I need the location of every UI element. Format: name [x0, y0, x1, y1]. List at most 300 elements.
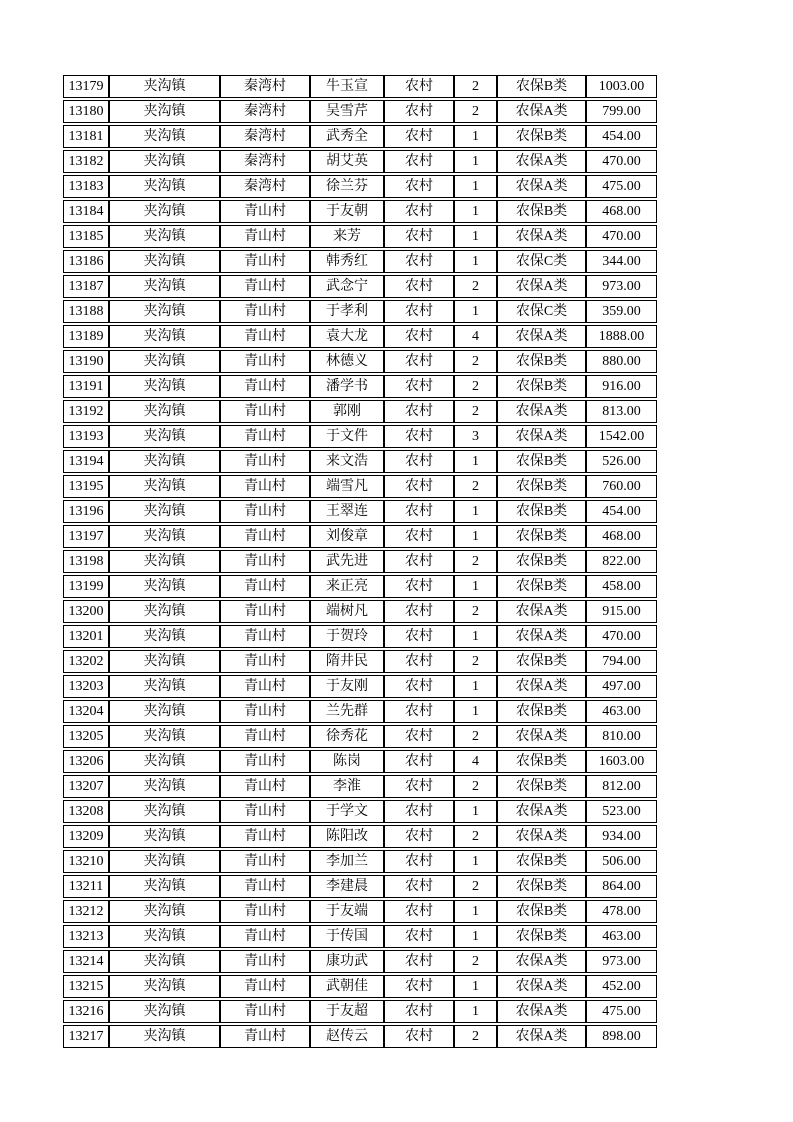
cell-village: 青山村: [220, 350, 310, 373]
cell-village: 青山村: [220, 450, 310, 473]
cell-town: 夹沟镇: [109, 775, 220, 798]
benefits-table: [63, 73, 657, 1050]
table-row: [63, 750, 657, 773]
table-row: [63, 350, 657, 373]
cell-amount: 973.00: [586, 275, 657, 298]
cell-village: 青山村: [220, 550, 310, 573]
cell-person: 武秀全: [310, 125, 384, 148]
cell-members: 2: [454, 875, 497, 898]
cell-amount: 454.00: [586, 500, 657, 523]
cell-members: 1: [454, 625, 497, 648]
cell-insurance-class: 农保B类: [497, 650, 586, 673]
cell-amount: 497.00: [586, 675, 657, 698]
cell-town: 夹沟镇: [109, 675, 220, 698]
cell-members: 2: [454, 75, 497, 98]
cell-village: 青山村: [220, 425, 310, 448]
cell-amount: 468.00: [586, 200, 657, 223]
cell-id: 13181: [63, 125, 109, 148]
cell-town: 夹沟镇: [109, 1000, 220, 1023]
cell-person: 端树凡: [310, 600, 384, 623]
cell-village: 青山村: [220, 825, 310, 848]
cell-village: 青山村: [220, 950, 310, 973]
cell-village: 青山村: [220, 700, 310, 723]
cell-insurance-class: 农保A类: [497, 400, 586, 423]
cell-insurance-class: 农保A类: [497, 275, 586, 298]
table-row: [63, 300, 657, 323]
cell-person: 武朝佳: [310, 975, 384, 998]
cell-town: 夹沟镇: [109, 300, 220, 323]
cell-residence: 农村: [384, 600, 454, 623]
cell-village: 青山村: [220, 975, 310, 998]
table-row: [63, 875, 657, 898]
table-row: [63, 475, 657, 498]
cell-residence: 农村: [384, 250, 454, 273]
cell-id: 13198: [63, 550, 109, 573]
cell-person: 胡艾英: [310, 150, 384, 173]
cell-residence: 农村: [384, 275, 454, 298]
cell-residence: 农村: [384, 425, 454, 448]
cell-id: 13217: [63, 1025, 109, 1048]
cell-town: 夹沟镇: [109, 275, 220, 298]
cell-members: 1: [454, 925, 497, 948]
cell-residence: 农村: [384, 725, 454, 748]
cell-amount: 463.00: [586, 700, 657, 723]
cell-village: 青山村: [220, 575, 310, 598]
cell-insurance-class: 农保A类: [497, 150, 586, 173]
table-row: [63, 925, 657, 948]
cell-insurance-class: 农保B类: [497, 775, 586, 798]
cell-village: 青山村: [220, 325, 310, 348]
cell-amount: 506.00: [586, 850, 657, 873]
cell-amount: 760.00: [586, 475, 657, 498]
cell-insurance-class: 农保B类: [497, 125, 586, 148]
table-row: [63, 525, 657, 548]
cell-town: 夹沟镇: [109, 800, 220, 823]
cell-id: 13182: [63, 150, 109, 173]
cell-id: 13183: [63, 175, 109, 198]
cell-person: 于友朝: [310, 200, 384, 223]
cell-members: 2: [454, 400, 497, 423]
cell-id: 13214: [63, 950, 109, 973]
cell-residence: 农村: [384, 475, 454, 498]
cell-id: 13190: [63, 350, 109, 373]
cell-amount: 822.00: [586, 550, 657, 573]
cell-person: 袁大龙: [310, 325, 384, 348]
table-row: [63, 1000, 657, 1023]
cell-insurance-class: 农保A类: [497, 800, 586, 823]
cell-members: 2: [454, 950, 497, 973]
cell-person: 武先进: [310, 550, 384, 573]
cell-id: 13186: [63, 250, 109, 273]
cell-members: 1: [454, 150, 497, 173]
cell-members: 2: [454, 650, 497, 673]
cell-person: 郭刚: [310, 400, 384, 423]
table-row: [63, 550, 657, 573]
cell-insurance-class: 农保B类: [497, 550, 586, 573]
cell-insurance-class: 农保B类: [497, 750, 586, 773]
cell-members: 1: [454, 800, 497, 823]
table-row: [63, 725, 657, 748]
table-row: [63, 250, 657, 273]
table-row: [63, 900, 657, 923]
table-row: [63, 625, 657, 648]
cell-insurance-class: 农保B类: [497, 900, 586, 923]
cell-amount: 359.00: [586, 300, 657, 323]
cell-residence: 农村: [384, 575, 454, 598]
cell-amount: 470.00: [586, 150, 657, 173]
cell-person: 王翠连: [310, 500, 384, 523]
cell-insurance-class: 农保A类: [497, 675, 586, 698]
cell-residence: 农村: [384, 900, 454, 923]
cell-residence: 农村: [384, 375, 454, 398]
cell-village: 青山村: [220, 625, 310, 648]
cell-town: 夹沟镇: [109, 750, 220, 773]
cell-person: 李加兰: [310, 850, 384, 873]
cell-amount: 526.00: [586, 450, 657, 473]
cell-village: 秦湾村: [220, 100, 310, 123]
cell-id: 13200: [63, 600, 109, 623]
cell-members: 2: [454, 375, 497, 398]
table-row: [63, 425, 657, 448]
cell-residence: 农村: [384, 750, 454, 773]
cell-person: 吴雪芹: [310, 100, 384, 123]
cell-members: 1: [454, 500, 497, 523]
cell-town: 夹沟镇: [109, 500, 220, 523]
cell-town: 夹沟镇: [109, 525, 220, 548]
cell-insurance-class: 农保A类: [497, 225, 586, 248]
cell-id: 13188: [63, 300, 109, 323]
cell-id: 13197: [63, 525, 109, 548]
cell-residence: 农村: [384, 75, 454, 98]
cell-village: 青山村: [220, 225, 310, 248]
cell-residence: 农村: [384, 975, 454, 998]
cell-id: 13215: [63, 975, 109, 998]
cell-village: 青山村: [220, 475, 310, 498]
cell-person: 武念宁: [310, 275, 384, 298]
cell-residence: 农村: [384, 925, 454, 948]
cell-person: 隋井民: [310, 650, 384, 673]
cell-insurance-class: 农保A类: [497, 175, 586, 198]
cell-person: 赵传云: [310, 1025, 384, 1048]
cell-village: 青山村: [220, 300, 310, 323]
cell-person: 来正亮: [310, 575, 384, 598]
cell-town: 夹沟镇: [109, 175, 220, 198]
cell-person: 端雪凡: [310, 475, 384, 498]
cell-village: 秦湾村: [220, 175, 310, 198]
cell-residence: 农村: [384, 350, 454, 373]
cell-town: 夹沟镇: [109, 400, 220, 423]
cell-amount: 898.00: [586, 1025, 657, 1048]
cell-town: 夹沟镇: [109, 250, 220, 273]
cell-town: 夹沟镇: [109, 575, 220, 598]
cell-id: 13212: [63, 900, 109, 923]
cell-person: 李建晨: [310, 875, 384, 898]
table-row: [63, 600, 657, 623]
cell-amount: 794.00: [586, 650, 657, 673]
cell-insurance-class: 农保C类: [497, 250, 586, 273]
cell-village: 青山村: [220, 675, 310, 698]
cell-person: 康功武: [310, 950, 384, 973]
cell-amount: 812.00: [586, 775, 657, 798]
cell-residence: 农村: [384, 100, 454, 123]
cell-insurance-class: 农保B类: [497, 525, 586, 548]
cell-amount: 468.00: [586, 525, 657, 548]
cell-residence: 农村: [384, 325, 454, 348]
cell-insurance-class: 农保B类: [497, 450, 586, 473]
cell-amount: 454.00: [586, 125, 657, 148]
cell-amount: 478.00: [586, 900, 657, 923]
cell-residence: 农村: [384, 300, 454, 323]
table-row: [63, 800, 657, 823]
cell-members: 2: [454, 475, 497, 498]
cell-village: 青山村: [220, 850, 310, 873]
table-row: [63, 850, 657, 873]
cell-amount: 934.00: [586, 825, 657, 848]
cell-insurance-class: 农保B类: [497, 375, 586, 398]
cell-amount: 813.00: [586, 400, 657, 423]
cell-town: 夹沟镇: [109, 125, 220, 148]
cell-members: 1: [454, 450, 497, 473]
cell-members: 1: [454, 900, 497, 923]
cell-village: 青山村: [220, 525, 310, 548]
cell-town: 夹沟镇: [109, 200, 220, 223]
cell-amount: 475.00: [586, 1000, 657, 1023]
cell-id: 13208: [63, 800, 109, 823]
table-row: [63, 150, 657, 173]
cell-village: 青山村: [220, 875, 310, 898]
cell-residence: 农村: [384, 950, 454, 973]
cell-id: 13201: [63, 625, 109, 648]
cell-members: 1: [454, 575, 497, 598]
cell-members: 3: [454, 425, 497, 448]
cell-town: 夹沟镇: [109, 950, 220, 973]
cell-village: 青山村: [220, 800, 310, 823]
cell-person: 韩秀红: [310, 250, 384, 273]
cell-amount: 470.00: [586, 625, 657, 648]
cell-amount: 1888.00: [586, 325, 657, 348]
cell-members: 1: [454, 850, 497, 873]
cell-members: 1: [454, 675, 497, 698]
table-row: [63, 775, 657, 798]
table-row: [63, 200, 657, 223]
cell-town: 夹沟镇: [109, 475, 220, 498]
cell-person: 陈阳改: [310, 825, 384, 848]
cell-id: 13191: [63, 375, 109, 398]
cell-members: 1: [454, 975, 497, 998]
cell-members: 1: [454, 175, 497, 198]
cell-insurance-class: 农保B类: [497, 700, 586, 723]
cell-id: 13216: [63, 1000, 109, 1023]
cell-id: 13196: [63, 500, 109, 523]
cell-insurance-class: 农保A类: [497, 975, 586, 998]
cell-insurance-class: 农保A类: [497, 625, 586, 648]
cell-insurance-class: 农保B类: [497, 850, 586, 873]
cell-residence: 农村: [384, 150, 454, 173]
cell-members: 1: [454, 1000, 497, 1023]
cell-insurance-class: 农保A类: [497, 325, 586, 348]
cell-id: 13184: [63, 200, 109, 223]
cell-residence: 农村: [384, 675, 454, 698]
cell-residence: 农村: [384, 525, 454, 548]
table-row: [63, 825, 657, 848]
table-row: [63, 400, 657, 423]
cell-members: 4: [454, 750, 497, 773]
cell-members: 2: [454, 825, 497, 848]
cell-residence: 农村: [384, 225, 454, 248]
cell-village: 秦湾村: [220, 150, 310, 173]
cell-person: 来文浩: [310, 450, 384, 473]
cell-residence: 农村: [384, 800, 454, 823]
cell-id: 13189: [63, 325, 109, 348]
cell-town: 夹沟镇: [109, 600, 220, 623]
cell-members: 4: [454, 325, 497, 348]
cell-insurance-class: 农保A类: [497, 825, 586, 848]
cell-members: 2: [454, 350, 497, 373]
cell-residence: 农村: [384, 500, 454, 523]
cell-residence: 农村: [384, 850, 454, 873]
cell-village: 青山村: [220, 925, 310, 948]
cell-person: 林德义: [310, 350, 384, 373]
cell-insurance-class: 农保B类: [497, 575, 586, 598]
cell-residence: 农村: [384, 400, 454, 423]
cell-town: 夹沟镇: [109, 925, 220, 948]
cell-id: 13209: [63, 825, 109, 848]
cell-members: 1: [454, 525, 497, 548]
cell-person: 潘学书: [310, 375, 384, 398]
cell-residence: 农村: [384, 200, 454, 223]
cell-members: 2: [454, 275, 497, 298]
cell-person: 于学文: [310, 800, 384, 823]
cell-id: 13205: [63, 725, 109, 748]
cell-town: 夹沟镇: [109, 850, 220, 873]
cell-amount: 799.00: [586, 100, 657, 123]
cell-id: 13194: [63, 450, 109, 473]
cell-members: 1: [454, 225, 497, 248]
cell-town: 夹沟镇: [109, 325, 220, 348]
cell-id: 13213: [63, 925, 109, 948]
cell-id: 13195: [63, 475, 109, 498]
cell-town: 夹沟镇: [109, 425, 220, 448]
cell-id: 13203: [63, 675, 109, 698]
cell-id: 13202: [63, 650, 109, 673]
cell-town: 夹沟镇: [109, 150, 220, 173]
cell-id: 13210: [63, 850, 109, 873]
cell-members: 2: [454, 100, 497, 123]
cell-residence: 农村: [384, 775, 454, 798]
table-row: [63, 450, 657, 473]
cell-insurance-class: 农保B类: [497, 500, 586, 523]
cell-amount: 475.00: [586, 175, 657, 198]
cell-town: 夹沟镇: [109, 625, 220, 648]
cell-town: 夹沟镇: [109, 1025, 220, 1048]
cell-members: 1: [454, 200, 497, 223]
cell-person: 兰先群: [310, 700, 384, 723]
cell-town: 夹沟镇: [109, 875, 220, 898]
cell-insurance-class: 农保A类: [497, 725, 586, 748]
cell-residence: 农村: [384, 650, 454, 673]
cell-members: 1: [454, 125, 497, 148]
cell-town: 夹沟镇: [109, 700, 220, 723]
cell-amount: 915.00: [586, 600, 657, 623]
cell-village: 青山村: [220, 375, 310, 398]
cell-village: 青山村: [220, 775, 310, 798]
cell-id: 13193: [63, 425, 109, 448]
table-row: [63, 700, 657, 723]
cell-residence: 农村: [384, 1000, 454, 1023]
cell-village: 青山村: [220, 600, 310, 623]
cell-insurance-class: 农保B类: [497, 475, 586, 498]
cell-town: 夹沟镇: [109, 450, 220, 473]
cell-members: 2: [454, 600, 497, 623]
cell-residence: 农村: [384, 450, 454, 473]
table-row: [63, 375, 657, 398]
cell-id: 13206: [63, 750, 109, 773]
table-row: [63, 500, 657, 523]
cell-insurance-class: 农保A类: [497, 425, 586, 448]
cell-town: 夹沟镇: [109, 100, 220, 123]
cell-town: 夹沟镇: [109, 550, 220, 573]
table-row: [63, 950, 657, 973]
cell-village: 青山村: [220, 900, 310, 923]
cell-amount: 810.00: [586, 725, 657, 748]
cell-town: 夹沟镇: [109, 650, 220, 673]
cell-town: 夹沟镇: [109, 975, 220, 998]
cell-amount: 458.00: [586, 575, 657, 598]
cell-id: 13204: [63, 700, 109, 723]
cell-amount: 1003.00: [586, 75, 657, 98]
cell-insurance-class: 农保B类: [497, 75, 586, 98]
cell-insurance-class: 农保B类: [497, 350, 586, 373]
cell-id: 13187: [63, 275, 109, 298]
cell-insurance-class: 农保A类: [497, 100, 586, 123]
cell-residence: 农村: [384, 550, 454, 573]
cell-person: 于文件: [310, 425, 384, 448]
cell-members: 2: [454, 725, 497, 748]
cell-person: 于传国: [310, 925, 384, 948]
cell-person: 李淮: [310, 775, 384, 798]
cell-members: 2: [454, 550, 497, 573]
cell-insurance-class: 农保B类: [497, 875, 586, 898]
cell-amount: 973.00: [586, 950, 657, 973]
cell-amount: 463.00: [586, 925, 657, 948]
cell-residence: 农村: [384, 700, 454, 723]
cell-village: 青山村: [220, 650, 310, 673]
cell-id: 13211: [63, 875, 109, 898]
table-row: [63, 100, 657, 123]
cell-person: 牛玉宣: [310, 75, 384, 98]
cell-person: 于孝利: [310, 300, 384, 323]
table-row: [63, 175, 657, 198]
cell-residence: 农村: [384, 1025, 454, 1048]
cell-residence: 农村: [384, 125, 454, 148]
table-row: [63, 325, 657, 348]
cell-person: 于友超: [310, 1000, 384, 1023]
table-row: [63, 75, 657, 98]
cell-id: 13192: [63, 400, 109, 423]
cell-village: 秦湾村: [220, 125, 310, 148]
table-row: [63, 975, 657, 998]
table-row: [63, 1025, 657, 1048]
table-row: [63, 650, 657, 673]
cell-village: 青山村: [220, 500, 310, 523]
table-body: [63, 75, 657, 1048]
cell-residence: 农村: [384, 875, 454, 898]
cell-person: 刘俊章: [310, 525, 384, 548]
table-row: [63, 675, 657, 698]
cell-person: 来芳: [310, 225, 384, 248]
cell-village: 青山村: [220, 725, 310, 748]
cell-person: 于友端: [310, 900, 384, 923]
